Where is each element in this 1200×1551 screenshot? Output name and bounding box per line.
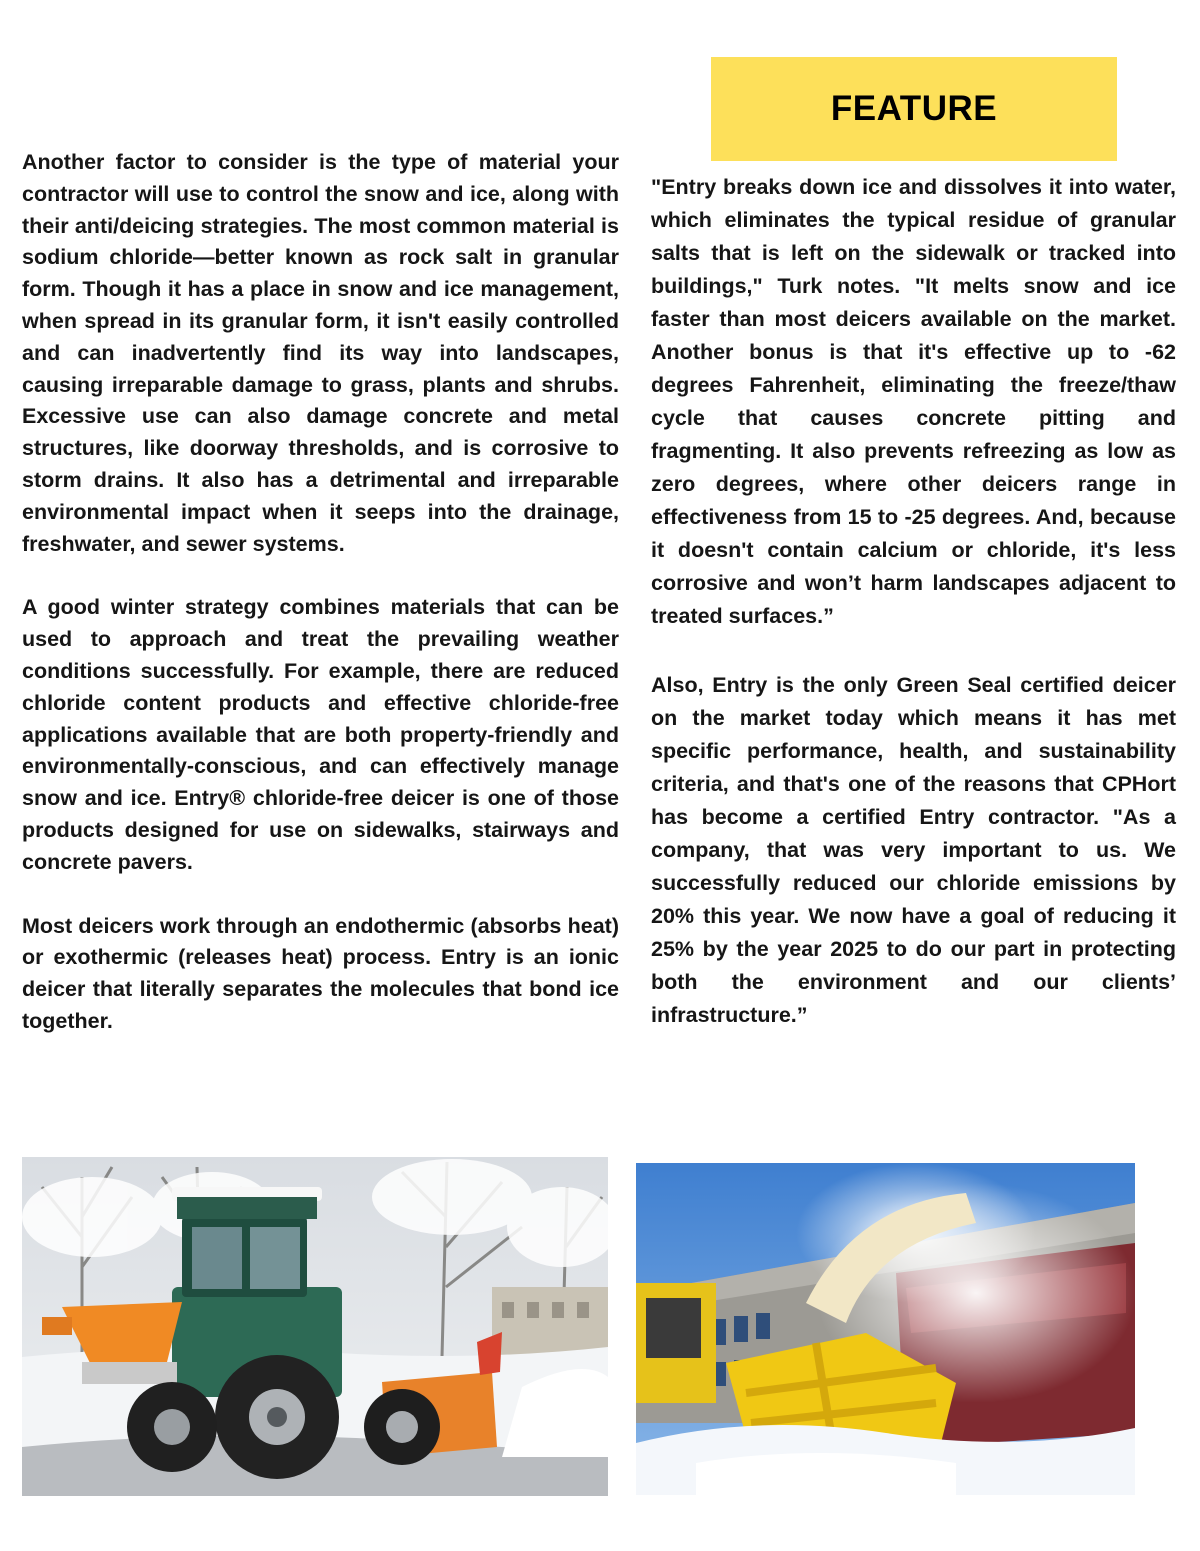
left-paragraph-1: Another factor to consider is the type of material your contractor will use to control the snow and ice, along with their anti/deicing strategies. The most common material is sodium chloride—better known as rock salt in granular form. Though it has a place in snow and ice management, when spread in its granular form, it isn't easily controlled and can inadvertently find its way into landscapes, causing irreparable damage to grass, plants and shrubs. Excessive use can also damage concrete and metal structures, like doorway thresholds, and is corrosive to storm drains. It also has a detrimental and irreparable environmental impact when it seeps into the drainage, freshwater, and sewer systems. (22, 150, 619, 556)
right-paragraph-1: "Entry breaks down ice and dissolves it into water, which eliminates the typical residue of granular salts that is left on the sidewalk or tracked into buildings," Turk notes. "It melts snow and ice faster than most deicers available on the market. Another bonus is that it's effective up to -62 degrees Fahrenheit, eliminating the freeze/thaw cycle that causes concrete pitting and fragmenting. It also prevents refreezing as low as zero degrees, where other deicers range in effectiveness from 15 to -25 degrees. And, because it doesn't contain calcium or chloride, it's less corrosive and won’t harm landscapes adjacent to treated surfaces.” (651, 175, 1176, 628)
right-paragraph-2: Also, Entry is the only Green Seal certified deicer on the market today which means it has met specific performance, health, and sustainability criteria, and that's one of the reasons that CPHort has become a certified Entry contractor. "As a company, that was very important to us. We successfully reduced our chloride emissions by 20% this year. We now have a goal of reducing it 25% by the year 2025 to do our part in protecting both the environment and our clients’ infrastructure.” (651, 673, 1176, 1027)
feature-label: FEATURE (830, 89, 998, 128)
left-paragraph-3: Most deicers work through an endothermic (absorbs heat) or exothermic (releases heat) process. Entry is an ionic deicer that literally separates the molecules that bond ice together. (22, 913, 619, 1033)
right-article-column (651, 171, 1176, 1032)
left-article-column (22, 147, 619, 1038)
left-paragraph-2: A good winter strategy combines materials that can be used to approach and treat the prevailing weather conditions successfully. For example, there are reduced chloride content products and effective chloride-free applications available that are both property-friendly and environmentally-conscious, and can effectively manage snow and ice. Entry® chloride-free deicer is one of those products designed for use on sidewalks, stairways and concrete pavers. (22, 595, 619, 874)
snow-blower-photo (636, 1163, 1135, 1495)
feature-banner (711, 57, 1117, 161)
tractor-snow-photo (22, 1157, 608, 1496)
